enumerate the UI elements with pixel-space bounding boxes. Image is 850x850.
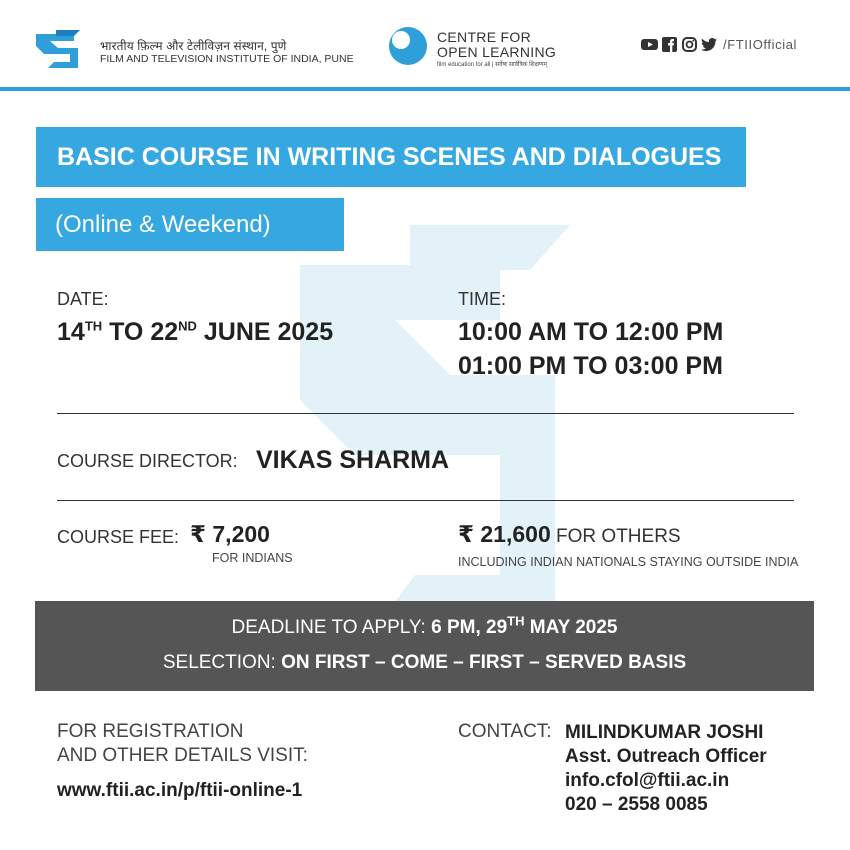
ftii-logo-icon (34, 26, 84, 70)
deadline-line (35, 613, 814, 639)
social-handle[interactable]: /FTIIOfficial (723, 36, 798, 52)
time-slot-2: 01:00 PM TO 03:00 PM (458, 352, 723, 380)
date-to: TO (102, 318, 151, 346)
twitter-icon[interactable] (701, 37, 718, 52)
date-end-suffix: ND (178, 318, 197, 334)
time-label: TIME: (458, 289, 506, 309)
selection-line (35, 652, 814, 674)
director-name: VIKAS SHARMA (256, 446, 450, 474)
header-divider (0, 87, 850, 91)
fee-others-note: INCLUDING INDIAN NATIONALS STAYING OUTSIDE INDIA (458, 555, 799, 569)
selection-label: SELECTION: (162, 652, 282, 673)
contact-role: Asst. Outreach Officer (565, 746, 767, 767)
institute-name-hindi: भारतीय फ़िल्म और टेलीविज़न संस्थान, पुणे (100, 39, 287, 53)
col-logo-icon (385, 26, 431, 66)
divider-2 (57, 500, 794, 501)
registration-url-link[interactable]: www.ftii.ac.in/p/ftii-online-1 (57, 780, 303, 801)
registration-line-1: FOR REGISTRATION (57, 721, 244, 742)
ftii-watermark-icon (300, 225, 570, 655)
col-tagline: film education for all | सर्वेषः सार्वत्रिक शिक्षणम् (437, 62, 547, 68)
contact-name: MILINDKUMAR JOSHI (565, 722, 764, 743)
instagram-icon[interactable] (681, 37, 698, 52)
date-end: 22 (150, 318, 179, 346)
contact-label: CONTACT: (458, 721, 552, 742)
director-label: COURSE DIRECTOR: (57, 451, 238, 471)
fee-others-amount: ₹ 21,600 (458, 521, 551, 547)
date-label: DATE: (57, 289, 109, 309)
deadline-value-rest: MAY 2025 (524, 617, 618, 638)
fee-others-label: FOR OTHERS (550, 526, 681, 547)
contact-email-link[interactable]: info.cfol@ftii.ac.in (565, 770, 730, 791)
divider-1 (57, 413, 794, 414)
deadline-label: DEADLINE TO APPLY: (231, 617, 432, 638)
date-month-year: JUNE 2025 (196, 318, 334, 346)
fee-indian-amount: ₹ 7,200 (190, 521, 270, 547)
date-value (57, 318, 333, 347)
facebook-icon[interactable] (661, 37, 678, 52)
deadline-value-suffix: TH (507, 613, 525, 629)
youtube-icon[interactable] (641, 37, 658, 52)
col-title-line1: CENTRE FOR (437, 29, 531, 45)
fee-label: COURSE FEE: (57, 527, 180, 547)
selection-value: ON FIRST – COME – FIRST – SERVED BASIS (281, 652, 687, 673)
date-start: 14 (57, 318, 85, 346)
col-title (437, 30, 556, 60)
col-title-line2: OPEN LEARNING (437, 44, 557, 60)
deadline-band (35, 601, 814, 691)
institute-name-english: FILM AND TELEVISION INSTITUTE OF INDIA, PUNE (100, 53, 354, 65)
social-links (641, 36, 797, 52)
course-mode: (Online & Weekend) (36, 198, 344, 251)
deadline-value-prefix: 6 PM, 29 (431, 617, 508, 638)
course-title: BASIC COURSE IN WRITING SCENES AND DIALOGUES (36, 127, 746, 187)
contact-details (565, 721, 767, 817)
time-slot-1: 10:00 AM TO 12:00 PM (458, 318, 724, 346)
fee-indian-note: FOR INDIANS (212, 551, 293, 565)
date-start-suffix: TH (84, 318, 103, 334)
registration-line-2: AND OTHER DETAILS VISIT: (57, 745, 308, 766)
contact-phone: 020 – 2558 0085 (565, 794, 708, 815)
fee-others (458, 521, 681, 548)
